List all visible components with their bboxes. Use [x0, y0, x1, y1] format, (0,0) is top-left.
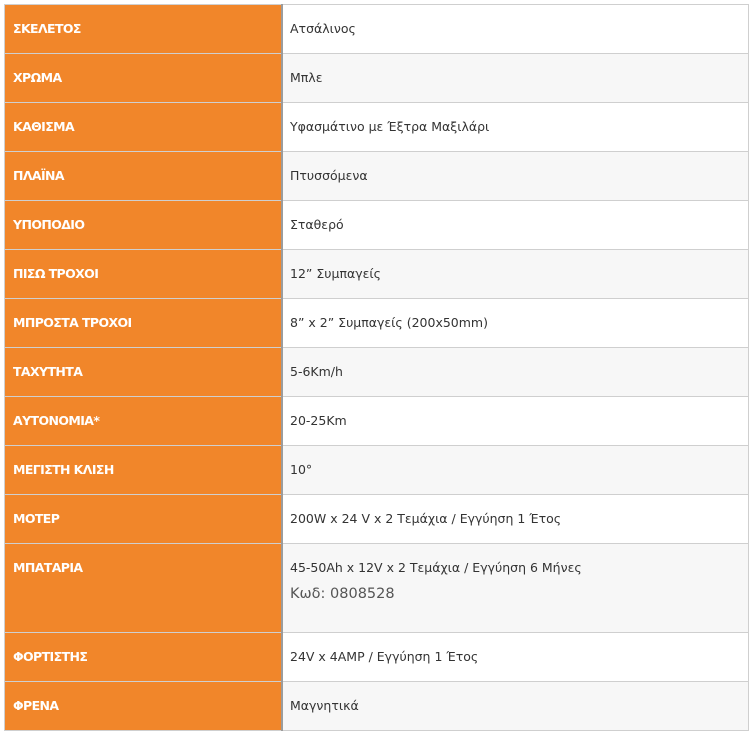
- spec-value: 12” Συμπαγείς: [290, 266, 381, 281]
- spec-value: 10°: [290, 462, 313, 477]
- product-code: Κωδ: 0808528: [290, 586, 395, 602]
- spec-value: 8” x 2” Συμπαγείς (200x50mm): [290, 315, 488, 330]
- spec-label-cell: [5, 250, 283, 299]
- spec-value-cell: [282, 633, 749, 682]
- spec-label-cell: [5, 397, 283, 446]
- spec-row-color: [5, 54, 749, 103]
- spec-label: ΤΑΧΥΤΗΤΑ: [13, 364, 83, 379]
- spec-value: 24V x 4AMP / Εγγύηση 1 Έτος: [290, 649, 479, 664]
- spec-label-cell: [5, 633, 283, 682]
- spec-value-cell: [282, 348, 749, 397]
- spec-label: ΚΑΘΙΣΜΑ: [13, 119, 75, 134]
- spec-value-cell: [282, 397, 749, 446]
- spec-label-cell: [5, 682, 283, 731]
- spec-row-front-wheels: [5, 299, 749, 348]
- spec-value-cell: [282, 103, 749, 152]
- spec-label-cell: [5, 54, 283, 103]
- spec-value-cell: [282, 299, 749, 348]
- spec-value-cell: [282, 495, 749, 544]
- spec-value-cell: [282, 201, 749, 250]
- spec-label: ΜΟΤΕΡ: [13, 511, 60, 526]
- spec-row-frame: [5, 5, 749, 54]
- spec-row-brakes: [5, 682, 749, 731]
- spec-label: ΜΕΓΙΣΤΗ ΚΛΙΣΗ: [13, 462, 114, 477]
- spec-label: ΠΛΑΪΝΑ: [13, 168, 64, 183]
- spec-row-charger: [5, 633, 749, 682]
- spec-row-seat: [5, 103, 749, 152]
- spec-value-cell: [282, 152, 749, 201]
- spec-value-cell: [282, 446, 749, 495]
- spec-label: ΑΥΤΟΝΟΜΙΑ*: [13, 413, 100, 428]
- spec-value-cell: [282, 250, 749, 299]
- spec-label-cell: [5, 348, 283, 397]
- spec-label: ΜΠΡΟΣΤΑ ΤΡΟΧΟΙ: [13, 315, 132, 330]
- spec-row-motor: [5, 495, 749, 544]
- spec-label-cell: [5, 201, 283, 250]
- spec-label-cell: [5, 152, 283, 201]
- spec-value: Μπλε: [290, 70, 323, 85]
- spec-row-speed: [5, 348, 749, 397]
- specifications-table: [4, 4, 749, 731]
- spec-value: 45-50Ah x 12V x 2 Τεμάχια / Εγγύηση 6 Μήνες: [290, 560, 582, 575]
- spec-value-cell: [282, 5, 749, 54]
- spec-label: ΥΠΟΠΟΔΙΟ: [13, 217, 85, 232]
- spec-value: 20-25Km: [290, 413, 347, 428]
- spec-value: 5-6Km/h: [290, 364, 343, 379]
- spec-row-footrest: [5, 201, 749, 250]
- spec-label-cell: [5, 495, 283, 544]
- spec-label-cell: [5, 544, 283, 633]
- spec-label: ΠΙΣΩ ΤΡΟΧΟΙ: [13, 266, 99, 281]
- spec-value-cell: [282, 544, 749, 633]
- spec-label: ΦΟΡΤΙΣΤΗΣ: [13, 649, 88, 664]
- spec-value: Σταθερό: [290, 217, 344, 232]
- spec-value-cell: [282, 54, 749, 103]
- spec-row-rear-wheels: [5, 250, 749, 299]
- spec-value-cell: [282, 682, 749, 731]
- spec-value: 200W x 24 V x 2 Τεμάχια / Εγγύηση 1 Έτος: [290, 511, 562, 526]
- spec-label-cell: [5, 446, 283, 495]
- spec-label-cell: [5, 5, 283, 54]
- spec-value: Μαγνητικά: [290, 698, 359, 713]
- spec-value: Ατσάλινος: [290, 21, 356, 36]
- spec-label: ΧΡΩΜΑ: [13, 70, 62, 85]
- spec-row-range: [5, 397, 749, 446]
- spec-label-cell: [5, 103, 283, 152]
- spec-value: Υφασμάτινο με Έξτρα Μαξιλάρι: [290, 119, 490, 134]
- spec-value: Πτυσσόμενα: [290, 168, 368, 183]
- spec-label: ΦΡΕΝΑ: [13, 698, 59, 713]
- spec-row-sides: [5, 152, 749, 201]
- spec-row-max-incline: [5, 446, 749, 495]
- spec-label-cell: [5, 299, 283, 348]
- spec-row-battery: [5, 544, 749, 633]
- spec-label: ΜΠΑΤΑΡΙΑ: [13, 560, 83, 575]
- spec-label: ΣΚΕΛΕΤΟΣ: [13, 21, 81, 36]
